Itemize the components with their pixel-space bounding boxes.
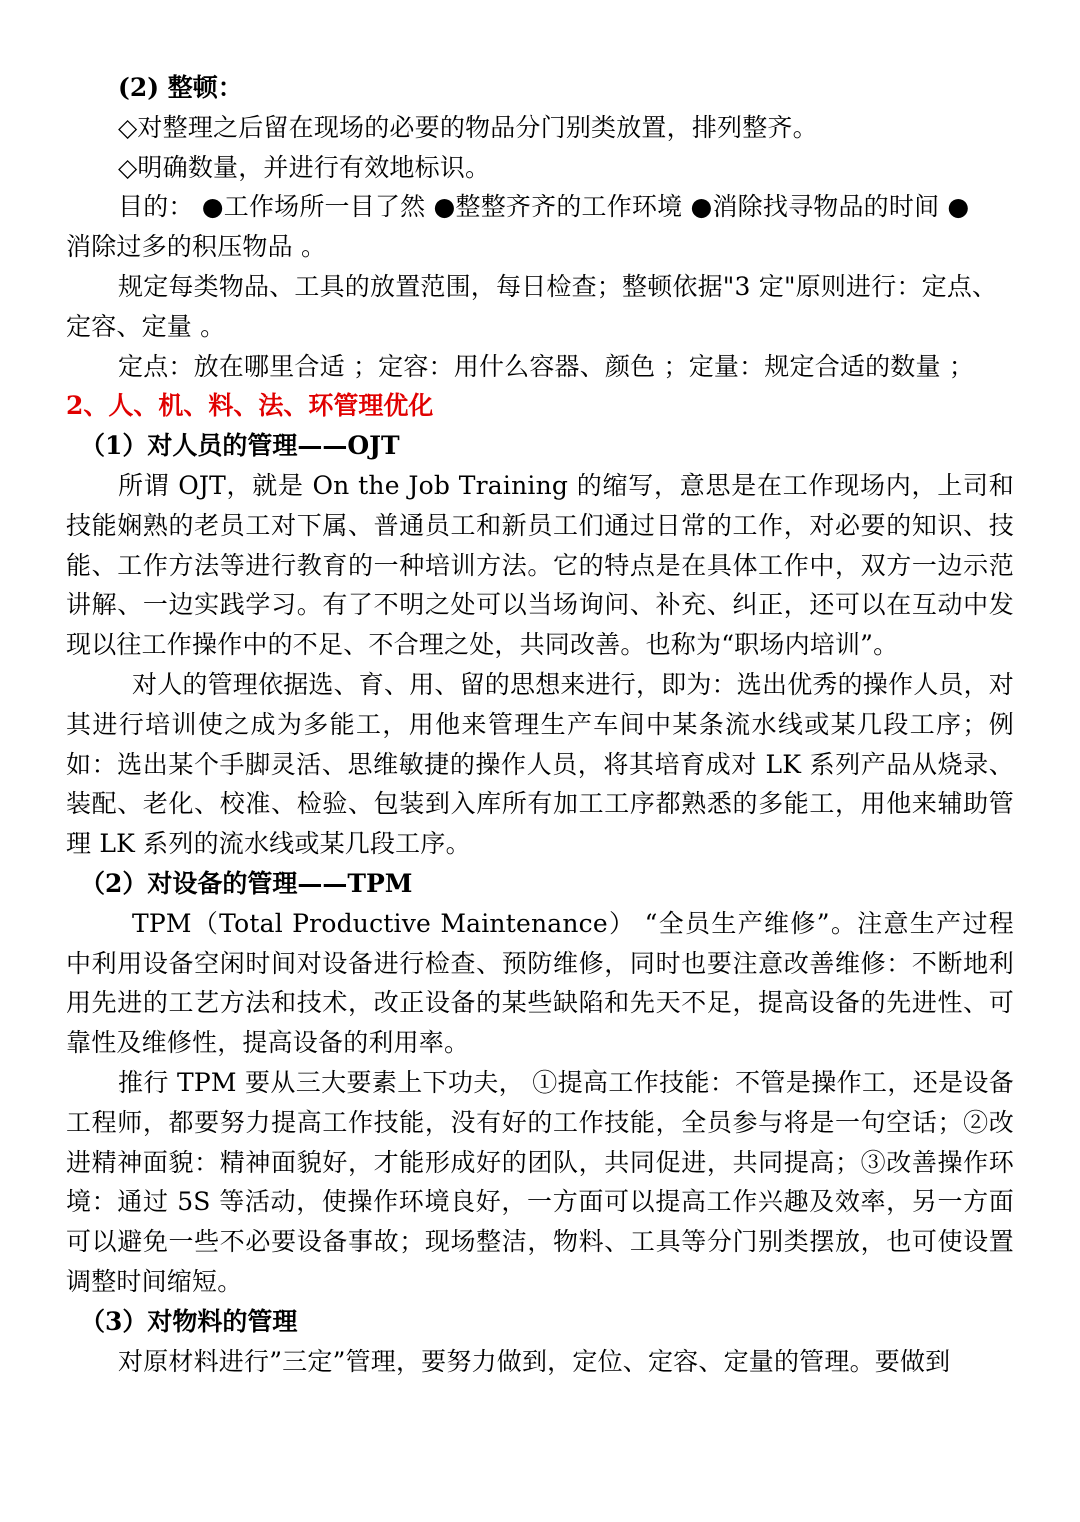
purpose-line: 目的： ●工作场所一目了然 ●整整齐齐的工作环境 ●消除找寻物品的时间 ● (118, 192, 970, 222)
bullet-item: ◇对整理之后留在现场的必要的物品分门别类放置，排列整齐。 (118, 112, 818, 142)
section-heading-main: 2、人、机、料、法、环管理优化 (66, 391, 434, 421)
section-heading-material: （3）对物料的管理 (80, 1306, 298, 1336)
section-heading-ojt: （1）对人员的管理——OJT (80, 431, 400, 461)
tpm-paragraph: TPM（Total Productive Maintenance） “全员生产维修”。注意生产过程中利用设备空闲时间对设备进行检查、预防维修，同时也要注意改善维修：不断地利用先进的工艺方法和技术，改正设备的某些缺陷和先天不足，提高设备的先进性、可靠性及维修性，提高设备的利用率。 (66, 908, 1014, 1058)
definition-line: 定点：放在哪里合适 ；定容：用什么容器、颜色 ；定量：规定合适的数量 ； (118, 351, 975, 381)
bullet-item: ◇明确数量，并进行有效地标识。 (118, 152, 491, 182)
rule-line: 规定每类物品、工具的放置范围，每日检查；整顿依据"3 定"原则进行：定点、 (118, 271, 998, 301)
section-heading-tpm: （2）对设备的管理——TPM (80, 868, 413, 898)
tpm-paragraph: 推行 TPM 要从三大要素上下功夫， ①提高工作技能：不管是操作工，还是设备工程师，都要努力提高工作技能，没有好的工作技能，全员参与将是一句空话；②改进精神面貌：精神面貌好，才能形成好的团队，共同促进，共同提高；③改善操作环境：通过 5S 等活动，使操作环境良好，一方面可以提高工作兴趣及效率，另一方面可以避免一些不必要设备事故；现场整洁，物料、工具等分门别类摆放，也可使设置调整时间缩短。 (66, 1067, 1014, 1296)
ojt-paragraph: 对人的管理依据选、育、用、留的思想来进行，即为：选出优秀的操作人员，对其进行培训使之成为多能工，用他来管理生产车间中某条流水线或某几段工序；例如：选出某个手脚灵活、思维敏捷的操作人员，将其培育成对 LK 系列产品从烧录、装配、老化、校准、检验、包装到入库所有加工工序都熟悉的多能工，用他来辅助管理 LK 系列的流水线或某几段工序。 (66, 669, 1015, 859)
ojt-paragraph: 所谓 OJT，就是 On the Job Training 的缩写，意思是在工作现场内，上司和技能娴熟的老员工对下属、普通员工和新员工们通过日常的工作，对必要的知识、技能、工作方法等进行教育的一种培训方法。它的特点是在具体工作中，双方一边示范讲解、一边实践学习。有了不明之处可以当场询问、补充、纠正，还可以在互动中发现以往工作操作中的不足、不合理之处，共同改善。也称为“职场内培训”。 (66, 470, 1014, 660)
purpose-line-continued: 消除过多的积压物品 。 (66, 232, 327, 262)
section-heading-tidy: (2) 整顿： (118, 73, 243, 102)
rule-line-continued: 定容、定量 。 (66, 311, 226, 341)
material-paragraph: 对原材料进行”三定”管理，要努力做到，定位、定容、定量的管理。要做到 (118, 1346, 951, 1376)
